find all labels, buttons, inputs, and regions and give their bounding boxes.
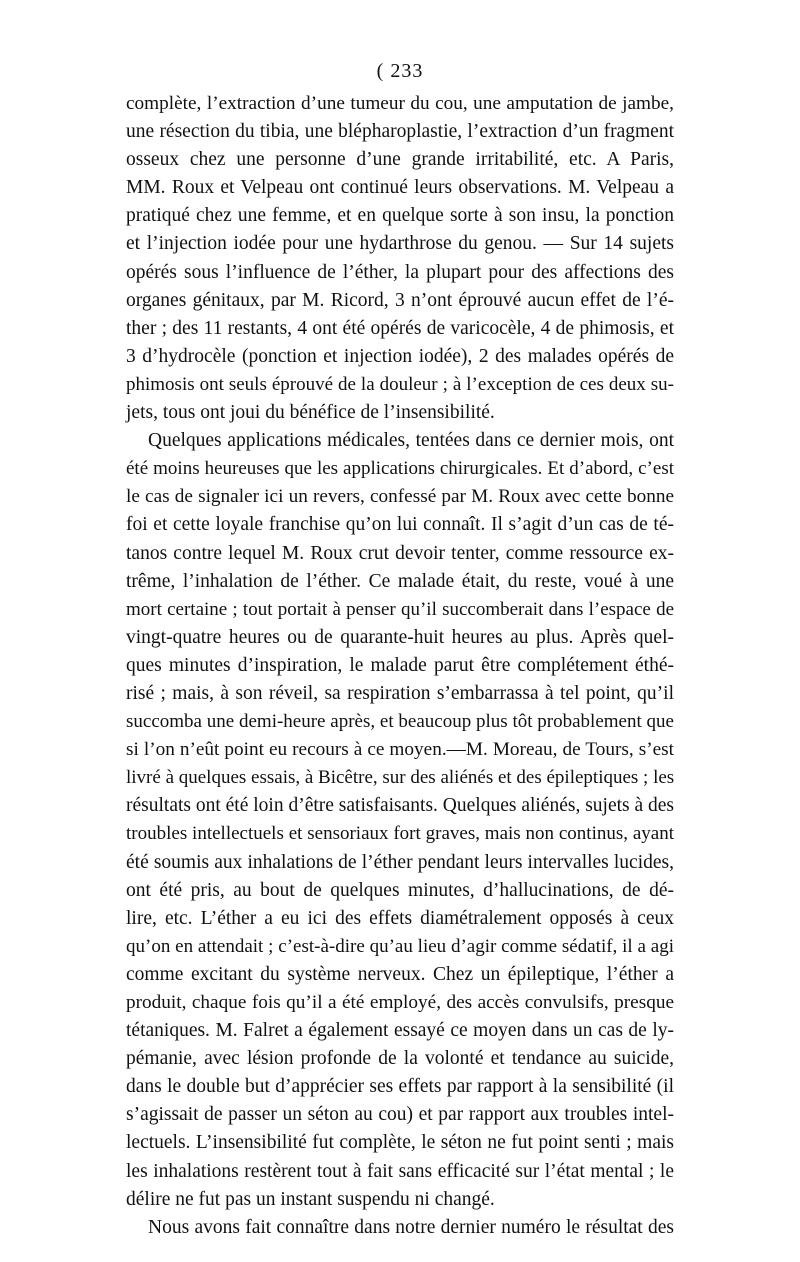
text-line: été moins heureuses que les applications chirurgicales. Et d’abord, c’est: [126, 458, 674, 480]
text-line: résultats ont été loin d’être satisfaisants. Quelques aliénés, sujets à des: [126, 795, 675, 817]
text-line: lire, etc. L’éther a eu ici des effets diamétralement opposés à ceux: [126, 907, 674, 929]
text-line: troubles intellectuels et sensoriaux fort graves, mais non continus, ayant: [126, 823, 674, 845]
text-line: jets, tous ont joui du bénéfice de l’insensibilité.: [126, 402, 495, 424]
text-line: lectuels. L’insensibilité fut complète, le séton ne fut point senti ; mais: [126, 1132, 674, 1154]
text-line: opérés sous l’influence de l’éther, la plupart pour des affections des: [126, 261, 674, 283]
text-line: délire ne fut pas un instant suspendu ni changé.: [126, 1188, 495, 1210]
text-line: produit, chaque fois qu’il a été employé, des accès convulsifs, presque: [126, 992, 674, 1013]
text-line: et l’injection iodée pour une hydarthrose du genou. — Sur 14 sujets: [126, 233, 674, 255]
text-line: le cas de signaler ici un revers, confessé par M. Roux avec cette bonne: [126, 486, 674, 508]
text-line: tétaniques. M. Falret a également essayé ce moyen dans un cas de ly-: [126, 1020, 674, 1042]
text-line: livré à quelques essais, à Bicêtre, sur des aliénés et des épileptiques ; les: [126, 767, 675, 789]
text-line: succomba une demi-heure après, et beaucoup plus tôt probablement que: [126, 711, 674, 733]
text-line: comme excitant du système nerveux. Chez un épileptique, l’éther a: [126, 963, 674, 985]
text-line: pratiqué chez une femme, et en quelque sorte à son insu, la ponction: [126, 205, 674, 227]
text-line: risé ; mais, à son réveil, sa respiration s’embarrassa à tel point, qu’il: [126, 682, 674, 704]
text-line: s’agissait de passer un séton au cou) et par rapport aux troubles intel-: [126, 1104, 674, 1126]
text-line: une résection du tibia, une blépharoplastie, l’extraction d’un fragment: [126, 121, 674, 143]
body-text: [126, 90, 674, 1242]
text-line: ques minutes d’inspiration, le malade parut être complétement éthé-: [126, 654, 674, 676]
text-line: ther ; des 11 restants, 4 ont été opérés de varicocèle, 4 de phimosis, et: [126, 317, 674, 339]
text-line: MM. Roux et Velpeau ont continué leurs observations. M. Velpeau a: [126, 177, 674, 199]
paragraph-start-line: Quelques applications médicales, tentées dans ce dernier mois, ont: [148, 430, 674, 452]
text-line: 3 d’hydrocèle (ponction et injection iodée), 2 des malades opérés de: [126, 345, 674, 367]
text-line: dans le double but d’apprécier ses effets par rapport à la sensibilité (il: [126, 1076, 674, 1098]
text-line: osseux chez une personne d’une grande irritabilité, etc. A Paris,: [126, 149, 674, 171]
text-line: complète, l’extraction d’une tumeur du cou, une amputation de jambe,: [126, 93, 674, 114]
text-line: mort certaine ; tout portait à penser qu’il succomberait dans l’espace de: [126, 598, 674, 620]
text-line: vingt-quatre heures ou de quarante-huit heures au plus. Après quel-: [126, 626, 674, 648]
text-line: si l’on n’eût point eu recours à ce moyen.—M. Moreau, de Tours, s’est: [126, 739, 674, 761]
text-line: pémanie, avec lésion profonde de la volonté et tendance au suicide,: [126, 1048, 674, 1070]
paragraph-start-line: Nous avons fait connaître dans notre dernier numéro le résultat des: [148, 1216, 674, 1238]
text-line: phimosis ont seuls éprouvé de la douleur ; à l’exception de ces deux su-: [126, 373, 674, 395]
text-line: trême, l’inhalation de l’éther. Ce malade était, du reste, voué à une: [126, 570, 674, 592]
text-line: qu’on en attendait ; c’est-à-dire qu’au lieu d’agir comme sédatif, il a agi: [126, 935, 674, 957]
text-line: été soumis aux inhalations de l’éther pendant leurs intervalles lucides,: [126, 851, 674, 873]
text-line: les inhalations restèrent tout à fait sans efficacité sur l’état mental ; le: [126, 1160, 674, 1182]
text-line: organes génitaux, par M. Ricord, 3 n’ont éprouvé aucun effet de l’é-: [126, 289, 674, 311]
text-line: ont été pris, au bout de quelques minutes, d’hallucinations, de dé-: [126, 879, 674, 901]
page-number: ( 233: [376, 60, 424, 82]
text-line: tanos contre lequel M. Roux crut devoir tenter, comme ressource ex-: [126, 542, 674, 564]
text-line: foi et cette loyale franchise qu’on lui connaît. Il s’agit d’un cas de té-: [126, 514, 674, 536]
